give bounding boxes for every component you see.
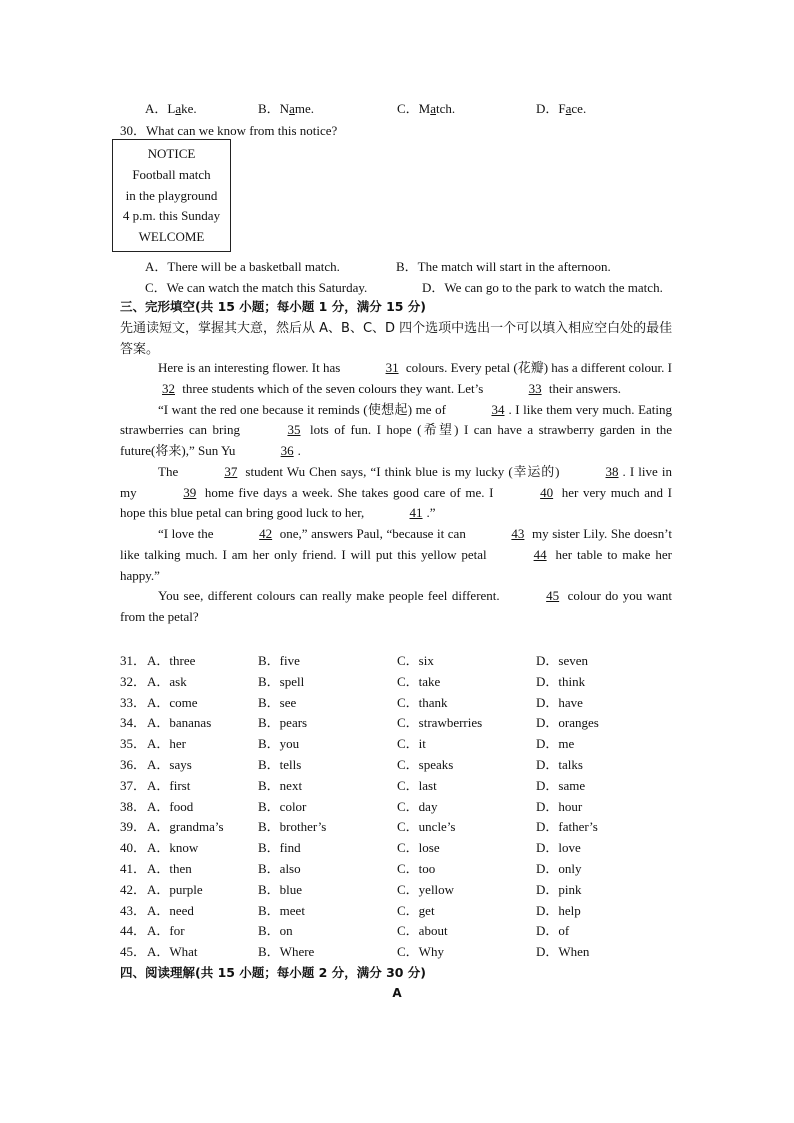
option-d[interactable]: D．pink bbox=[536, 881, 582, 897]
option-a[interactable]: A．her bbox=[147, 736, 186, 752]
option-d[interactable]: D．same bbox=[536, 777, 586, 793]
question-number: 41． bbox=[120, 860, 147, 876]
option-c[interactable]: C．take bbox=[397, 673, 441, 689]
option-d[interactable]: D．have bbox=[536, 694, 583, 710]
blank-38[interactable]: 38 bbox=[605, 463, 619, 479]
answer-row bbox=[120, 650, 680, 671]
answer-row bbox=[120, 920, 680, 941]
question-number: 35． bbox=[120, 736, 147, 752]
answer-row bbox=[120, 879, 680, 900]
option-c[interactable]: C．six bbox=[397, 653, 434, 668]
question-number: 31． bbox=[120, 653, 147, 668]
passage-paragraph-4: “I love the 42 one,” answers Paul, “because it can 43 my sister Lily. She doesn’t like talking much. I am her only friend. I will put this yellow petal 44 her table to make her happy.” bbox=[120, 526, 672, 583]
option-b[interactable]: B．Where bbox=[258, 944, 315, 960]
question-number: 39． bbox=[120, 819, 147, 835]
answer-row bbox=[120, 733, 680, 754]
notice-line: Football match bbox=[132, 166, 211, 182]
option-c[interactable]: C．uncle’s bbox=[397, 819, 456, 835]
option-b[interactable]: B．color bbox=[258, 798, 307, 814]
option-d[interactable]: D．help bbox=[536, 902, 581, 918]
blank-36[interactable]: 36 bbox=[280, 443, 294, 458]
question-number: 38． bbox=[120, 798, 147, 814]
option-d[interactable]: D．love bbox=[536, 840, 581, 856]
option-a[interactable]: A．bananas bbox=[147, 715, 212, 731]
answer-row bbox=[120, 712, 680, 733]
option-c[interactable]: C．last bbox=[397, 777, 437, 793]
section4-part-label: A bbox=[392, 986, 402, 1000]
option-b[interactable]: B．tells bbox=[258, 756, 302, 772]
option-c[interactable]: C．about bbox=[397, 923, 448, 939]
notice-line: NOTICE bbox=[147, 146, 196, 161]
option-b[interactable]: B．brother’s bbox=[258, 819, 327, 835]
option-a[interactable]: A．first bbox=[147, 777, 191, 793]
answer-row bbox=[120, 796, 680, 817]
option-b[interactable]: B．blue bbox=[258, 881, 303, 897]
option-a[interactable]: A．for bbox=[147, 923, 185, 939]
blank-33[interactable]: 33 bbox=[528, 380, 542, 396]
q30-options bbox=[145, 256, 705, 298]
answer-row bbox=[120, 754, 680, 775]
option-d[interactable]: D．oranges bbox=[536, 715, 599, 731]
option-c[interactable]: C．it bbox=[397, 736, 426, 752]
question-number: 32． bbox=[120, 673, 147, 689]
option-a[interactable]: A．ask bbox=[147, 673, 187, 689]
blank-39[interactable]: 39 bbox=[183, 484, 197, 500]
option-b[interactable]: B．next bbox=[258, 777, 303, 793]
notice-line: in the playground bbox=[125, 187, 218, 203]
blank-34[interactable]: 34 bbox=[491, 401, 505, 417]
question-number: 40． bbox=[120, 840, 147, 856]
blank-32[interactable]: 32 bbox=[162, 380, 175, 396]
q29-option-c[interactable]: C．Match. bbox=[397, 101, 456, 116]
blank-37[interactable]: 37 bbox=[224, 463, 238, 479]
q30-option-a[interactable]: A．There will be a basketball match. bbox=[145, 259, 340, 274]
blank-43[interactable]: 43 bbox=[511, 526, 525, 541]
question-number: 33． bbox=[120, 694, 147, 710]
question-number: 42． bbox=[120, 881, 147, 897]
question-number: 45． bbox=[120, 944, 147, 960]
answer-row bbox=[120, 837, 680, 858]
section3-instructions: 先通读短文，掌握其大意，然后从 A、B、C、D 四个选项中选出一个可以填入相应空白处的最佳答案。 bbox=[120, 321, 673, 357]
blank-42[interactable]: 42 bbox=[259, 526, 273, 541]
option-b[interactable]: B．meet bbox=[258, 902, 305, 918]
notice-box bbox=[112, 139, 231, 252]
option-b[interactable]: B．see bbox=[258, 694, 297, 710]
blank-44[interactable]: 44 bbox=[533, 546, 547, 562]
question-number: 36． bbox=[120, 756, 147, 772]
option-b[interactable]: B．pears bbox=[258, 715, 308, 731]
option-b[interactable]: B．on bbox=[258, 923, 293, 939]
option-a[interactable]: A．food bbox=[147, 798, 194, 814]
cloze-passage bbox=[120, 358, 672, 628]
question-number: 37． bbox=[120, 777, 147, 793]
answer-row bbox=[120, 900, 680, 921]
option-d[interactable]: D．talks bbox=[536, 756, 583, 772]
option-a[interactable]: A．need bbox=[147, 902, 194, 918]
option-a[interactable]: A．know bbox=[147, 840, 199, 856]
option-c[interactable]: C．lose bbox=[397, 840, 440, 856]
option-a[interactable]: A．then bbox=[147, 860, 192, 876]
option-c[interactable]: C．Why bbox=[397, 944, 444, 960]
notice-line: 4 p.m. this Sunday bbox=[122, 208, 221, 224]
q30-question: 30．What can we know from this notice? bbox=[120, 123, 338, 138]
passage-paragraph-2: “I want the red one because it reminds (使想起) me of 34 . I like them very much. Eating strawberries can bring 35 lots of fun. I hope (希望) I can have a strawberry garden in the future(将来),” Sun Yu 36 . bbox=[120, 400, 672, 462]
passage-paragraph-3: The 37 student Wu Chen says, “I think blue is my lucky (幸运的) 38 . I live in my 39 home five days a week. She takes good care of me. I 40 her very much and I hope this blue petal can bring good luck to her, 41 .” bbox=[120, 462, 672, 524]
option-c[interactable]: C．yellow bbox=[397, 881, 455, 897]
option-c[interactable]: C．speaks bbox=[397, 756, 454, 772]
answer-row bbox=[120, 775, 680, 796]
option-b[interactable]: B．five bbox=[258, 653, 300, 668]
option-b[interactable]: B．find bbox=[258, 840, 301, 856]
option-a[interactable]: A．come bbox=[147, 694, 198, 710]
option-c[interactable]: C．day bbox=[397, 798, 438, 814]
answer-row bbox=[120, 941, 680, 962]
option-b[interactable]: B．spell bbox=[258, 673, 305, 689]
option-d[interactable]: D．father’s bbox=[536, 819, 598, 835]
question-number: 44． bbox=[120, 923, 147, 939]
question-number: 43． bbox=[120, 902, 147, 918]
option-c[interactable]: C．too bbox=[397, 860, 436, 876]
option-a[interactable]: A．purple bbox=[147, 881, 203, 897]
q29-option-d[interactable]: D．Face. bbox=[536, 101, 587, 116]
option-c[interactable]: C．strawberries bbox=[397, 715, 483, 731]
answer-choices bbox=[120, 650, 680, 962]
blank-45[interactable]: 45 bbox=[546, 588, 560, 604]
option-d[interactable]: D．think bbox=[536, 673, 586, 689]
answer-row bbox=[120, 671, 680, 692]
section3-heading: 三、完形填空(共 15 小题；每小题 1 分，满分 15 分) bbox=[120, 299, 427, 314]
q29-options bbox=[145, 98, 705, 116]
option-d[interactable]: D．seven bbox=[536, 653, 588, 668]
passage-paragraph-5: You see, different colours can really make people feel different. 45 colour do you want from the petal? bbox=[120, 588, 673, 624]
option-c[interactable]: C．thank bbox=[397, 694, 448, 710]
blank-35[interactable]: 35 bbox=[287, 422, 301, 438]
answer-row bbox=[120, 858, 680, 879]
blank-40[interactable]: 40 bbox=[540, 484, 554, 500]
option-d[interactable]: D．When bbox=[536, 944, 590, 960]
blank-41[interactable]: 41 bbox=[409, 505, 423, 521]
passage-paragraph-1: Here is an interesting flower. It has 31 colours. Every petal (花瓣) has a different colour. I 32 three students which of the seven colours they want. Let’s 33 their answers. bbox=[120, 358, 672, 400]
q29-option-a[interactable]: A．Lake. bbox=[145, 101, 197, 116]
answer-row bbox=[120, 816, 680, 837]
notice-line: WELCOME bbox=[138, 229, 205, 245]
option-d[interactable]: D．only bbox=[536, 860, 582, 876]
option-b[interactable]: B．you bbox=[258, 736, 300, 752]
blank-31[interactable]: 31 bbox=[385, 360, 399, 375]
answer-row bbox=[120, 692, 680, 713]
option-c[interactable]: C．get bbox=[397, 902, 435, 918]
q30-option-d[interactable]: D．We can go to the park to watch the match. bbox=[422, 280, 663, 295]
q30-option-b[interactable]: B．The match will start in the afternoon. bbox=[396, 259, 611, 274]
option-a[interactable]: A．What bbox=[147, 944, 198, 960]
question-number: 34． bbox=[120, 715, 147, 731]
option-d[interactable]: D．me bbox=[536, 736, 575, 752]
option-a[interactable]: A．says bbox=[147, 756, 192, 772]
option-a[interactable]: A．grandma’s bbox=[147, 819, 224, 835]
q30-option-c[interactable]: C．We can watch the match this Saturday. bbox=[145, 280, 368, 295]
q29-option-b[interactable]: B．Name. bbox=[258, 101, 314, 116]
option-a[interactable]: A．three bbox=[147, 653, 196, 668]
option-d[interactable]: D．hour bbox=[536, 798, 583, 814]
option-b[interactable]: B．also bbox=[258, 860, 301, 876]
section4-heading: 四、阅读理解(共 15 小题；每小题 2 分，满分 30 分) bbox=[120, 965, 427, 980]
option-d[interactable]: D．of bbox=[536, 923, 570, 939]
